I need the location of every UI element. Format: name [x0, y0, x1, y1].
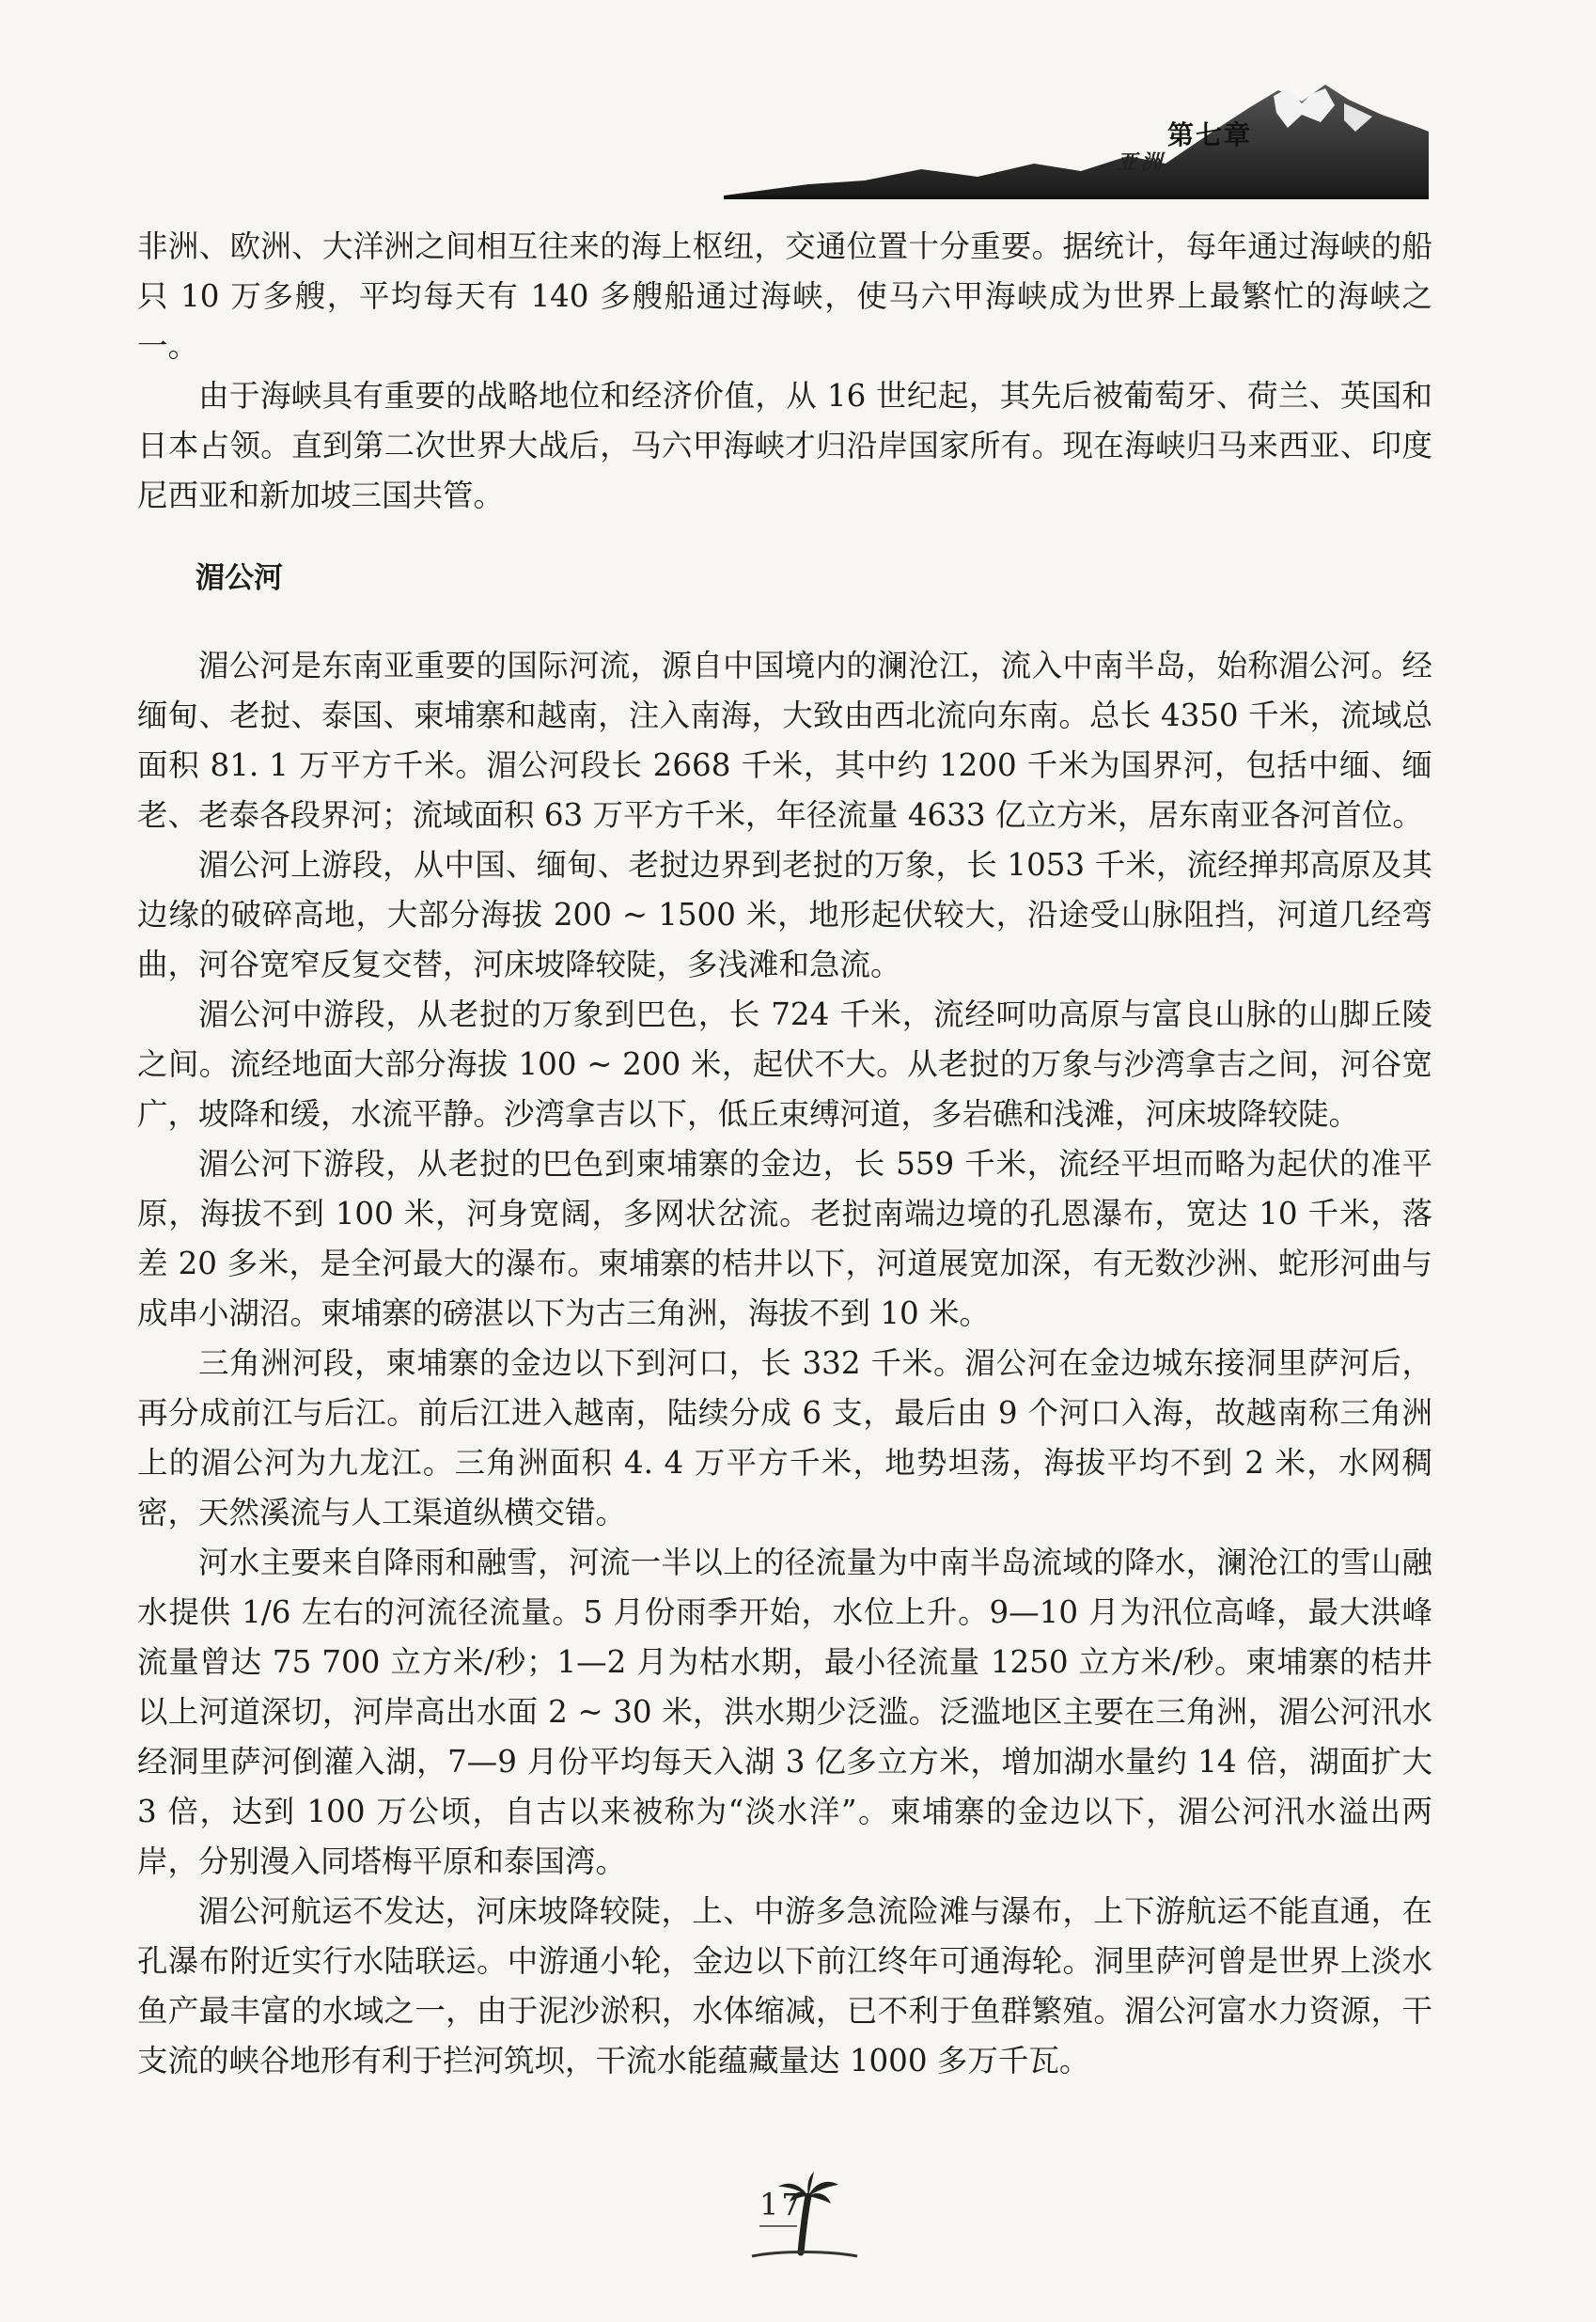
paragraph: 湄公河下游段，从老挝的巴色到柬埔寨的金边，长 559 千米，流经平坦而略为起伏的准平原，海拔不到 100 米，河身宽阔，多网状岔流。老挝南端边境的孔恩瀑布，宽达 10 千米，落差 20 多米，是全河最大的瀑布。柬埔寨的桔井以下，河道展宽加深，有无数沙洲、蛇形河曲与成串小湖沼。柬埔寨的磅湛以下为古三角洲，海拔不到 10 米。 [137, 1146, 1432, 1331]
section-heading: 湄公河 [196, 561, 283, 595]
page-number: 17 [759, 2187, 804, 2222]
chapter-header [724, 66, 1429, 207]
paragraph: 湄公河航运不发达，河床坡降较陡，上、中游多急流险滩与瀑布，上下游航运不能直通，在孔瀑布附近实行水陆联运。中游通小轮，金边以下前江终年可通海轮。洞里萨河曾是世界上淡水鱼产最丰富的水域之一，由于泥沙淤积，水体缩减，已不利于鱼群繁殖。湄公河富水力资源，干支流的峡谷地形有利于拦河筑坝，干流水能蕴藏量达 1000 多万千瓦。 [137, 1893, 1432, 2079]
page-body [137, 222, 1432, 2086]
paragraph: 三角洲河段，柬埔寨的金边以下到河口，长 332 千米。湄公河在金边城东接洞里萨河后，再分成前江与后江。前后江进入越南，陆续分成 6 支，最后由 9 个河口入海，故越南称三角洲上的湄公河为九龙江。三角洲面积 4. 4 万平方千米，地势坦荡，海拔平均不到 2 米，水网稠密，天然溪流与人工渠道纵横交错。 [137, 1345, 1432, 1530]
chapter-label: 第七章 [1167, 119, 1253, 150]
paragraph: 湄公河是东南亚重要的国际河流，源自中国境内的澜沧江，流入中南半岛，始称湄公河。经缅甸、老挝、泰国、柬埔寨和越南，注入南海，大致由西北流向东南。总长 4350 千米，流域总面积 81. 1 万平方千米。湄公河段长 2668 千米，其中约 1200 千米为国界河，包括中缅、缅老、老泰各段界河；流域面积 63 万平方千米，年径流量 4633 亿立方米，居东南亚各河首位。 [137, 648, 1432, 833]
paragraph: 非洲、欧洲、大洋洲之间相互往来的海上枢纽，交通位置十分重要。据统计，每年通过海峡的船只 10 万多艘，平均每天有 140 多艘船通过海峡，使马六甲海峡成为世界上最繁忙的海峡之一。 [137, 228, 1432, 364]
paragraph: 河水主要来自降雨和融雪，河流一半以上的径流量为中南半岛流域的降水，澜沧江的雪山融水提供 1/6 左右的河流径流量。5 月份雨季开始，水位上升。9—10 月为汛位高峰，最大洪峰流量曾达 75 700 立方米/秒；1—2 月为枯水期，最小径流量 1250 立方米/秒。柬埔寨的桔井以上河道深切，河岸高出水面 2 ~ 30 米，洪水期少泛滥。泛滥地区主要在三角洲，湄公河汛水经洞里萨河倒灌入湖，7—9 月份平均每天入湖 3 亿多立方米，增加湖水量约 14 倍，湖面扩大 3 倍，达到 100 万公顷，自古以来被称为“淡水洋”。柬埔寨的金边以下，湄公河汛水溢出两岸，分别漫入同塔梅平原和泰国湾。 [137, 1545, 1432, 1879]
mountain-banner-icon [724, 66, 1429, 207]
paragraph: 湄公河上游段，从中国、缅甸、老挝边界到老挝的万象，长 1053 千米，流经掸邦高原及其边缘的破碎高地，大部分海拔 200 ~ 1500 米，地形起伏较大，沿途受山脉阻挡，河道几经弯曲，河谷宽窄反复交替，河床坡降较陡，多浅滩和急流。 [137, 847, 1432, 982]
continent-label: 亚洲 [1117, 151, 1166, 175]
paragraph: 由于海峡具有重要的战略地位和经济价值，从 16 世纪起，其先后被葡萄牙、荷兰、英国和日本占领。直到第二次世界大战后，马六甲海峡才归沿岸国家所有。现在海峡归马来西亚、印度尼西亚和新加坡三国共管。 [137, 378, 1432, 513]
paragraph: 湄公河中游段，从老挝的万象到巴色，长 724 千米，流经呵叻高原与富良山脉的山脚丘陵之间。流经地面大部分海拔 100 ~ 200 米，起伏不大。从老挝的万象与沙湾拿吉之间，河谷宽广，坡降和缓，水流平静。沙湾拿吉以下，低丘束缚河道，多岩礁和浅滩，河床坡降较陡。 [137, 996, 1432, 1132]
page-footer [743, 2158, 865, 2262]
